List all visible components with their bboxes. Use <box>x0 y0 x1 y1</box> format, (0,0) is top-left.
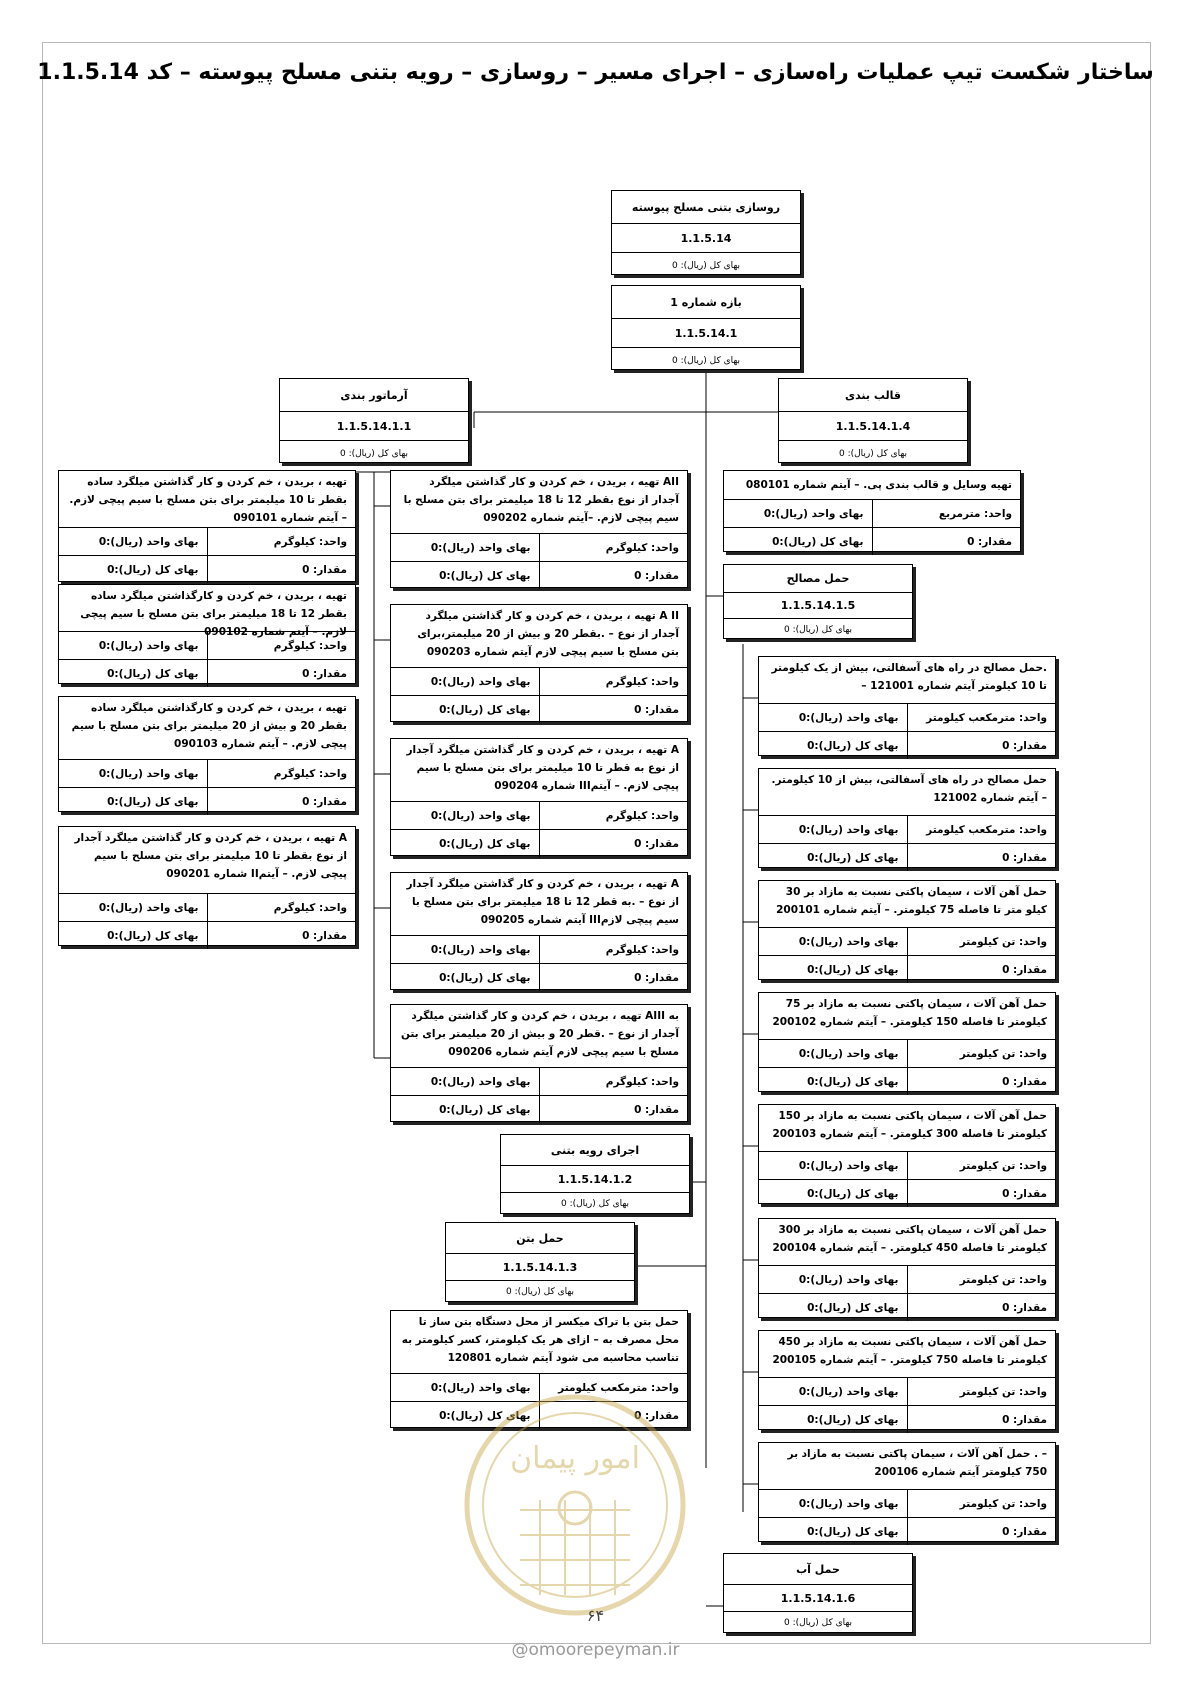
node-title: حمل آب <box>796 1562 840 1576</box>
item-description: AII تهیه ، بریدن ، خم کردن و کار گذاشتن میلگرد آجدار از نوع بقطر 12 تا 18 میلیمتر برای بتن مسلح با سیم پیچی لازم. –آیتم شماره 090202 <box>403 476 679 524</box>
item-200105[interactable] <box>758 1330 1056 1430</box>
item-unit-price: بهای واحد (ریال):0 <box>798 1497 899 1510</box>
node-title: آرماتور بندی <box>340 388 408 402</box>
item-unit: واحد: تن کیلومتر <box>907 1490 1056 1517</box>
item-unit-price: بهای واحد (ریال):0 <box>430 541 531 554</box>
page-title: ساختار شکست تیپ عملیات راه‌سازی – اجرای مسیر – روسازی – رویه بتنی مسلح پیوسته – کد 1.1.5.14 <box>37 60 1154 85</box>
item-description: حمل آهن آلات ، سیمان پاکتی نسبت به مازاد بر 75 کیلومتر تا فاصله 150 کیلومتر. – آیتم شماره 200102 <box>772 998 1047 1028</box>
item-unit-price: بهای واحد (ریال):0 <box>798 935 899 948</box>
item-unit-price: بهای واحد (ریال):0 <box>98 901 199 914</box>
item-090103[interactable] <box>58 696 356 812</box>
item-quantity: مقدار: 0 <box>907 1406 1056 1433</box>
node-price: بهای کل (ریال): 0 <box>280 440 468 466</box>
item-description: A II تهیه ، بریدن ، خم کردن و کار گذاشتن میلگرد آجدار از نوع – .بقطر 20 و بیش از 20 میلیمتر،برای بتن مسلح با سیم پیچی لازم آیتم شماره 090203 <box>417 610 679 658</box>
item-total: بهای کل (ریال):0 <box>107 795 199 808</box>
item-total: بهای کل (ریال):0 <box>439 569 531 582</box>
item-unit: واحد: تن کیلومتر <box>907 1266 1056 1293</box>
item-200103[interactable] <box>758 1104 1056 1204</box>
node-price: بهای کل (ریال): 0 <box>612 347 800 373</box>
seal-watermark-icon <box>460 1390 690 1620</box>
item-total: بهای کل (ریال):0 <box>807 851 899 864</box>
item-unit-price: بهای واحد (ریال):0 <box>98 767 199 780</box>
item-unit: واحد: کیلوگرم <box>539 936 688 963</box>
item-unit-price: بهای واحد (ریال):0 <box>430 1381 531 1394</box>
item-unit: واحد: کیلوگرم <box>207 528 356 555</box>
item-090201[interactable] <box>58 826 356 946</box>
node-code: 1.1.5.14.1.4 <box>779 411 967 440</box>
node-price: بهای کل (ریال): 0 <box>724 618 912 640</box>
node-title: روسازی بتنی مسلح پیوسته <box>631 200 781 214</box>
item-090101[interactable] <box>58 470 356 582</box>
item-unit-price: بهای واحد (ریال):0 <box>430 1075 531 1088</box>
item-unit: واحد: مترمربع <box>872 500 1021 527</box>
item-unit-price: بهای واحد (ریال):0 <box>798 1047 899 1060</box>
item-080101[interactable] <box>723 470 1021 552</box>
item-quantity: مقدار: 0 <box>907 1294 1056 1321</box>
item-description: حمل آهن آلات ، سیمان پاکتی نسبت به مازاد بر 450 کیلومتر تا فاصله 750 کیلومتر. – آیتم شماره 200105 <box>772 1336 1047 1366</box>
item-unit: واحد: تن کیلومتر <box>907 1040 1056 1067</box>
item-unit-price: بهای واحد (ریال):0 <box>798 1273 899 1286</box>
item-total: بهای کل (ریال):0 <box>807 1301 899 1314</box>
item-090202[interactable] <box>390 470 688 588</box>
item-unit: واحد: تن کیلومتر <box>907 1378 1056 1405</box>
item-unit-price: بهای واحد (ریال):0 <box>798 823 899 836</box>
item-description: A تهیه ، بریدن ، خم کردن و کار گذاشتن میلگرد آجدار از نوع بقطر تا 10 میلیمتر برای بتن مسلح با سیم پیچی لازم. – آیتمII شماره 090201 <box>74 832 347 880</box>
item-unit: واحد: کیلوگرم <box>207 894 356 921</box>
item-description: A تهیه ، بریدن ، خم کردن و کار گذاشتن میلگرد آجدار از نوع – .به قطر 12 تا 18 میلیمتر برای بتن مسلح با سیم پیچی لازمIII آیتم شماره 090205 <box>406 878 679 926</box>
wbs-node-formwork[interactable] <box>778 378 968 463</box>
node-title: بازه شماره 1 <box>670 295 742 309</box>
wbs-node-reinforcement[interactable] <box>279 378 469 463</box>
item-description: حمل آهن آلات ، سیمان پاکتی نسبت به مازاد بر 30 کیلو متر تا فاصله 75 کیلومتر. – آیتم شماره 200101 <box>776 886 1047 916</box>
item-unit: واحد: کیلوگرم <box>539 534 688 561</box>
item-121002[interactable] <box>758 768 1056 868</box>
item-description: .حمل مصالح در راه های آسفالتی، بیش از یک کیلومتر تا 10 کیلومتر آیتم شماره 121001 – <box>771 662 1047 692</box>
node-price: بهای کل (ریال): 0 <box>779 440 967 466</box>
item-description: تهیه ، بریدن ، خم کردن و کار گذاشتن میلگرد ساده بقطر تا 10 میلیمتر برای بتن مسلح با سیم پیچی لازم. – آیتم شماره 090101 <box>69 476 347 524</box>
item-total: بهای کل (ریال):0 <box>107 929 199 942</box>
item-unit: واحد: کیلوگرم <box>539 668 688 695</box>
item-090206[interactable] <box>390 1004 688 1122</box>
item-description: تهیه ، بریدن ، خم کردن و کارگذاشتن میلگرد ساده بقطر 20 و بیش از 20 میلیمتر برای بتن مسلح با سیم پیچی لازم. – آیتم شماره 090103 <box>71 702 347 750</box>
item-total: بهای کل (ریال):0 <box>107 667 199 680</box>
item-quantity: مقدار: 0 <box>539 830 688 857</box>
item-unit: واحد: مترمکعب کیلومتر <box>539 1374 688 1401</box>
item-total: بهای کل (ریال):0 <box>439 703 531 716</box>
item-total: بهای کل (ریال):0 <box>807 1187 899 1200</box>
item-unit-price: بهای واحد (ریال):0 <box>430 809 531 822</box>
node-code: 1.1.5.14 <box>612 223 800 252</box>
item-121001[interactable] <box>758 656 1056 756</box>
item-unit-price: بهای واحد (ریال):0 <box>430 943 531 956</box>
page-number: ۶۴ <box>586 1606 605 1625</box>
item-description: – . حمل آهن آلات ، سیمان پاکتی نسبت به مازاد بر 750 کیلومتر آیتم شماره 200106 <box>787 1448 1047 1478</box>
item-quantity: مقدار: 0 <box>872 528 1021 555</box>
item-total: بهای کل (ریال):0 <box>807 963 899 976</box>
item-quantity: مقدار: 0 <box>539 1096 688 1123</box>
item-total: بهای کل (ریال):0 <box>439 837 531 850</box>
item-quantity: مقدار: 0 <box>907 1518 1056 1545</box>
item-unit-price: بهای واحد (ریال):0 <box>798 1159 899 1172</box>
node-code: 1.1.5.14.1.6 <box>724 1584 912 1611</box>
item-200101[interactable] <box>758 880 1056 980</box>
item-total: بهای کل (ریال):0 <box>439 1103 531 1116</box>
item-total: بهای کل (ریال):0 <box>439 971 531 984</box>
item-unit: واحد: کیلوگرم <box>539 1068 688 1095</box>
wbs-node-concrete-paving[interactable] <box>500 1134 690 1214</box>
node-title: اجرای رویه بتنی <box>550 1143 640 1157</box>
item-200104[interactable] <box>758 1218 1056 1318</box>
item-quantity: مقدار: 0 <box>907 1180 1056 1207</box>
item-quantity: مقدار: 0 <box>207 788 356 815</box>
node-code: 1.1.5.14.1.2 <box>501 1165 689 1192</box>
item-quantity: مقدار: 0 <box>207 922 356 949</box>
node-price: بهای کل (ریال): 0 <box>612 252 800 278</box>
item-quantity: مقدار: 0 <box>539 1402 688 1429</box>
item-total: بهای کل (ریال):0 <box>772 535 864 548</box>
item-unit-price: بهای واحد (ریال):0 <box>98 639 199 652</box>
node-code: 1.1.5.14.1.3 <box>446 1253 634 1280</box>
wbs-node-material-transport[interactable] <box>723 564 913 639</box>
item-total: بهای کل (ریال):0 <box>439 1409 531 1422</box>
item-total: بهای کل (ریال):0 <box>807 739 899 752</box>
item-quantity: مقدار: 0 <box>207 660 356 687</box>
item-description: حمل آهن آلات ، سیمان پاکتی نسبت به مازاد بر 150 کیلومتر تا فاصله 300 کیلومتر. – آیتم شماره 200103 <box>772 1110 1047 1140</box>
item-unit: واحد: مترمکعب کیلومتر <box>907 704 1056 731</box>
node-price: بهای کل (ریال): 0 <box>501 1192 689 1215</box>
item-quantity: مقدار: 0 <box>207 556 356 583</box>
item-090102[interactable] <box>58 584 356 684</box>
item-total: بهای کل (ریال):0 <box>807 1525 899 1538</box>
item-200102[interactable] <box>758 992 1056 1092</box>
item-quantity: مقدار: 0 <box>907 956 1056 983</box>
node-code: 1.1.5.14.1 <box>612 318 800 347</box>
item-quantity: مقدار: 0 <box>539 964 688 991</box>
item-description: به AIII تهیه ، بریدن ، خم کردن و کار گذاشتن میلگرد آجدار از نوع – .قطر 20 و بیش از 20 میلیمتر برای بتن مسلح با سیم پیچی لازم آیتم شماره 090206 <box>400 1010 679 1058</box>
item-description: A تهیه ، بریدن ، خم کردن و کار گذاشتن میلگرد آجدار از نوع به قطر تا 10 میلیمتر برای بتن مسلح با سیم پیچی لازم. – آیتمIII شماره 090204 <box>406 744 679 792</box>
node-title: حمل بتن <box>516 1231 564 1245</box>
item-200106[interactable] <box>758 1442 1056 1542</box>
item-quantity: مقدار: 0 <box>907 844 1056 871</box>
item-unit-price: بهای واحد (ریال):0 <box>98 535 199 548</box>
node-price: بهای کل (ریال): 0 <box>724 1611 912 1634</box>
item-quantity: مقدار: 0 <box>907 732 1056 759</box>
item-unit-price: بهای واحد (ریال):0 <box>430 675 531 688</box>
item-090204[interactable] <box>390 738 688 856</box>
wbs-node-root[interactable] <box>611 190 801 275</box>
seal-text: امور پیمان <box>510 1441 640 1476</box>
item-unit: واحد: تن کیلومتر <box>907 928 1056 955</box>
item-090205[interactable] <box>390 872 688 990</box>
item-unit: واحد: تن کیلومتر <box>907 1152 1056 1179</box>
node-title: قالب بندی <box>845 388 901 402</box>
item-total: بهای کل (ریال):0 <box>107 563 199 576</box>
item-unit-price: بهای واحد (ریال):0 <box>798 711 899 724</box>
item-description: حمل آهن آلات ، سیمان پاکتی نسبت به مازاد بر 300 کیلومتر تا فاصله 450 کیلومتر. – آیتم شماره 200104 <box>772 1224 1047 1254</box>
item-quantity: مقدار: 0 <box>539 696 688 723</box>
item-quantity: مقدار: 0 <box>539 562 688 589</box>
node-title: حمل مصالح <box>786 572 850 585</box>
item-total: بهای کل (ریال):0 <box>807 1075 899 1088</box>
item-description: حمل مصالح در راه های آسفالتی، بیش از 10 کیلومتر. – آیتم شماره 121002 <box>771 774 1047 804</box>
item-total: بهای کل (ریال):0 <box>807 1413 899 1426</box>
item-description: تهیه ، بریدن ، خم کردن و کارگذاشتن میلگرد ساده بقطر 12 تا 18 میلیمتر برای بتن مسلح با سیم پیچی لازم. – آیتم شماره 090102 <box>80 590 347 638</box>
site-url-watermark: @omoorepeyman.ir <box>511 1640 680 1660</box>
item-description: حمل بتن با تراک میکسر از محل دستگاه بتن ساز تا محل مصرف به – ازای هر یک کیلومتر، کسر کیلومتر به تناسب محاسبه می شود آیتم شماره 120801 <box>401 1316 679 1364</box>
node-code: 1.1.5.14.1.5 <box>724 592 912 618</box>
item-090203[interactable] <box>390 604 688 722</box>
node-code: 1.1.5.14.1.1 <box>280 411 468 440</box>
item-unit-price: بهای واحد (ریال):0 <box>763 507 864 520</box>
item-unit: واحد: کیلوگرم <box>207 760 356 787</box>
item-unit: واحد: مترمکعب کیلومتر <box>907 816 1056 843</box>
item-quantity: مقدار: 0 <box>907 1068 1056 1095</box>
wbs-node-segment-1[interactable] <box>611 285 801 370</box>
item-unit-price: بهای واحد (ریال):0 <box>798 1385 899 1398</box>
item-unit: واحد: کیلوگرم <box>207 632 356 659</box>
item-description: تهیه وسایل و قالب بندی پی. – آیتم شماره 080101 <box>745 479 1012 491</box>
wbs-node-concrete-transport[interactable] <box>445 1222 635 1302</box>
item-unit: واحد: کیلوگرم <box>539 802 688 829</box>
node-price: بهای کل (ریال): 0 <box>446 1280 634 1303</box>
